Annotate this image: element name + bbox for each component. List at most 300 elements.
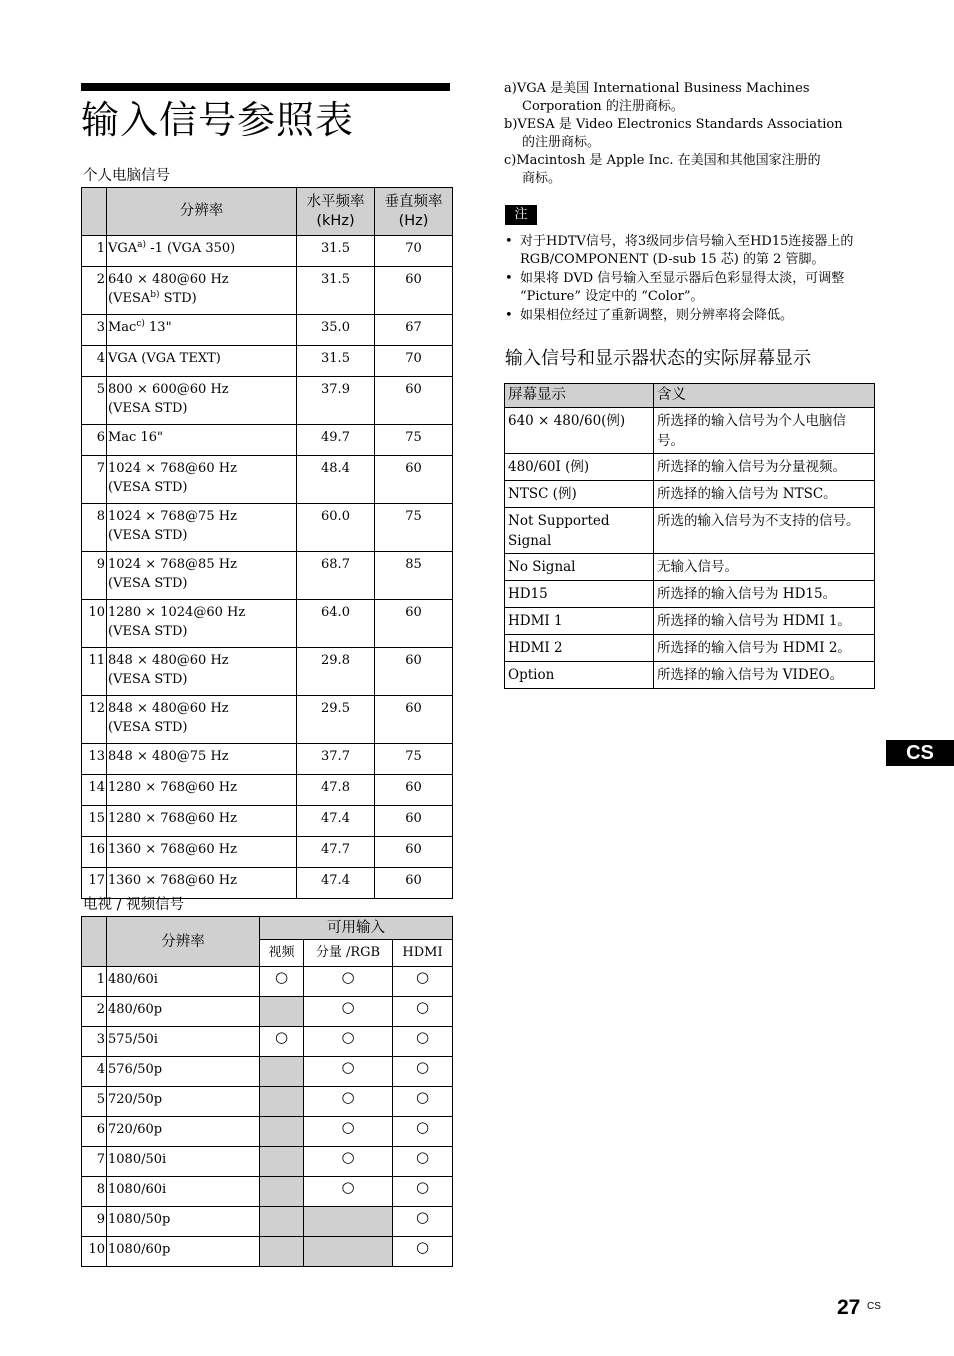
table-row xyxy=(82,744,453,775)
table-row xyxy=(82,1027,453,1057)
resolution-line1 xyxy=(108,651,296,670)
vfreq-cell: 75 xyxy=(375,504,453,552)
resolution-line2 xyxy=(108,399,296,418)
row-number: 1 xyxy=(82,236,107,267)
display-cell: NTSC (例) xyxy=(505,481,654,508)
row-number: 5 xyxy=(82,1087,107,1117)
resolution-line2 xyxy=(108,622,296,641)
pc-header-number xyxy=(82,188,107,236)
table-row xyxy=(505,608,875,635)
bullet-icon: • xyxy=(505,271,513,286)
resolution-cell xyxy=(107,425,297,456)
vfreq-cell: 75 xyxy=(375,744,453,775)
resolution-cell: 1080/50p xyxy=(107,1207,260,1237)
tv-header-resolution: 分辨率 xyxy=(107,917,260,967)
row-number: 12 xyxy=(82,696,107,744)
meaning-cell: 所选择的输入信号为 HDMI 2。 xyxy=(654,635,875,662)
tv-table-body xyxy=(82,967,453,1267)
hdmi-cell xyxy=(393,1207,453,1237)
tv-signal-table xyxy=(81,916,453,1267)
table-row xyxy=(82,425,453,456)
resolution-line1 xyxy=(108,809,296,828)
meaning-cell: 所选的输入信号为不支持的信号。 xyxy=(654,508,875,554)
resolution-text: 1024 × 768@85 Hz xyxy=(108,557,237,572)
row-number: 16 xyxy=(82,837,107,868)
row-number: 4 xyxy=(82,1057,107,1087)
component-cell xyxy=(304,1087,393,1117)
resolution-line1 xyxy=(108,459,296,478)
display-cell: HD15 xyxy=(505,581,654,608)
resolution-cell: 575/50i xyxy=(107,1027,260,1057)
hfreq-cell: 31.5 xyxy=(297,267,375,315)
hfreq-cell: 37.9 xyxy=(297,377,375,425)
resolution-cell: 1080/60i xyxy=(107,1177,260,1207)
resolution-line1 xyxy=(108,778,296,797)
resolution-standard: (VESA STD) xyxy=(108,624,188,639)
resolution-cell xyxy=(107,600,297,648)
row-number: 8 xyxy=(82,1177,107,1207)
row-number: 10 xyxy=(82,1237,107,1267)
footnote-b-label: b) xyxy=(504,117,518,132)
row-number: 3 xyxy=(82,315,107,346)
resolution-line1 xyxy=(108,239,296,258)
resolution-standard: (VESA STD) xyxy=(108,401,188,416)
hfreq-cell: 29.8 xyxy=(297,648,375,696)
resolution-cell xyxy=(107,806,297,837)
resolution-text: 640 × 480@60 Hz xyxy=(108,272,229,287)
resolution-line1 xyxy=(108,603,296,622)
disp-header-display: 屏幕显示 xyxy=(505,384,654,408)
resolution-line1 xyxy=(108,270,296,289)
hfreq-cell: 47.4 xyxy=(297,868,375,899)
resolution-line1 xyxy=(108,507,296,526)
resolution-line2 xyxy=(108,478,296,497)
resolution-cell: 1080/60p xyxy=(107,1237,260,1267)
note-item xyxy=(505,307,875,325)
resolution-line1 xyxy=(108,318,296,337)
vfreq-cell: 60 xyxy=(375,868,453,899)
meaning-cell: 所选择的输入信号为 HDMI 1。 xyxy=(654,608,875,635)
resolution-line2 xyxy=(108,670,296,689)
hfreq-cell: 49.7 xyxy=(297,425,375,456)
component-cell-unavailable xyxy=(304,1207,393,1237)
footnote-c-text: Macintosh 是 Apple Inc. 在美国和其他国家注册的 xyxy=(516,153,821,168)
table-row xyxy=(82,377,453,425)
note-text: 对于HDTV信号，将3级同步信号输入至HD15连接器上的 RGB/COMPONENT (D-sub 15 芯) 的第 2 管脚。 xyxy=(520,234,854,267)
tv-header-available: 可用输入 xyxy=(260,917,453,940)
resolution-cell xyxy=(107,775,297,806)
pc-header-vfreq-label: 垂直频率 xyxy=(384,193,443,210)
circle-icon: ○ xyxy=(415,1028,430,1046)
disp-header-meaning: 含义 xyxy=(654,384,875,408)
table-row xyxy=(82,806,453,837)
pc-header-hfreq-unit: (kHz) xyxy=(316,212,355,229)
table-row xyxy=(82,967,453,997)
hdmi-cell xyxy=(393,1027,453,1057)
resolution-text: VGA xyxy=(108,241,138,256)
footnote-a-text: VGA 是美国 International Business Machines xyxy=(516,81,810,96)
vfreq-cell: 60 xyxy=(375,267,453,315)
resolution-cell xyxy=(107,868,297,899)
resolution-cell xyxy=(107,456,297,504)
hdmi-cell xyxy=(393,997,453,1027)
row-number: 9 xyxy=(82,552,107,600)
row-number: 1 xyxy=(82,967,107,997)
table-row xyxy=(505,635,875,662)
row-number: 11 xyxy=(82,648,107,696)
video-cell-unavailable xyxy=(260,1207,304,1237)
screen-display-table xyxy=(504,383,875,689)
hfreq-cell: 47.4 xyxy=(297,806,375,837)
video-cell-unavailable xyxy=(260,1177,304,1207)
table-row xyxy=(82,868,453,899)
vfreq-cell: 60 xyxy=(375,775,453,806)
page-title: 输入信号参照表 xyxy=(81,98,355,142)
circle-icon: ○ xyxy=(415,1088,430,1106)
hfreq-cell: 29.5 xyxy=(297,696,375,744)
table-row xyxy=(82,696,453,744)
resolution-cell: 480/60p xyxy=(107,997,260,1027)
bullet-icon: • xyxy=(505,308,513,323)
disp-table-body xyxy=(505,408,875,689)
table-row xyxy=(82,1177,453,1207)
table-row xyxy=(82,775,453,806)
resolution-text: 1280 × 1024@60 Hz xyxy=(108,605,246,620)
vfreq-cell: 60 xyxy=(375,837,453,868)
row-number: 6 xyxy=(82,425,107,456)
circle-icon: ○ xyxy=(341,1118,355,1136)
video-cell-unavailable xyxy=(260,1057,304,1087)
row-number: 8 xyxy=(82,504,107,552)
hfreq-cell: 48.4 xyxy=(297,456,375,504)
resolution-cell xyxy=(107,315,297,346)
table-row xyxy=(82,1057,453,1087)
pc-signal-table xyxy=(81,187,453,899)
title-rule xyxy=(81,83,450,91)
row-number: 3 xyxy=(82,1027,107,1057)
resolution-text: 1360 × 768@60 Hz xyxy=(108,842,237,857)
vfreq-cell: 70 xyxy=(375,236,453,267)
circle-icon: ○ xyxy=(415,1058,430,1076)
meaning-cell: 所选择的输入信号为 NTSC。 xyxy=(654,481,875,508)
note-item xyxy=(505,233,875,269)
table-row xyxy=(82,552,453,600)
row-number: 14 xyxy=(82,775,107,806)
tv-header-video: 视频 xyxy=(260,940,304,967)
resolution-text: 848 × 480@75 Hz xyxy=(108,749,229,764)
table-row xyxy=(82,1087,453,1117)
component-cell xyxy=(304,1057,393,1087)
footnote-ref: a) xyxy=(137,240,147,250)
pc-signals-heading: 个人电脑信号 xyxy=(83,168,170,184)
video-cell-unavailable xyxy=(260,1087,304,1117)
resolution-cell xyxy=(107,696,297,744)
notes-list xyxy=(505,233,875,326)
hdmi-cell xyxy=(393,1057,453,1087)
pc-header-vfreq-unit: (Hz) xyxy=(398,212,429,229)
vfreq-cell: 60 xyxy=(375,648,453,696)
resolution-line1 xyxy=(108,747,296,766)
table-row xyxy=(82,456,453,504)
resolution-cell xyxy=(107,377,297,425)
pc-header-vfreq xyxy=(375,188,453,236)
resolution-cell: 720/50p xyxy=(107,1087,260,1117)
table-row xyxy=(82,346,453,377)
resolution-line2 xyxy=(108,289,296,308)
circle-icon: ○ xyxy=(341,1148,355,1166)
circle-icon: ○ xyxy=(415,968,430,986)
resolution-text: Mac 16" xyxy=(108,430,163,445)
component-cell-unavailable xyxy=(304,1237,393,1267)
table-row xyxy=(505,554,875,581)
resolution-text-cont: 13" xyxy=(144,320,172,335)
circle-icon: ○ xyxy=(341,1028,355,1046)
display-cell: No Signal xyxy=(505,554,654,581)
footnote-a xyxy=(504,80,884,116)
note-text: 如果将 DVD 信号输入至显示器后色彩显得太淡，可调整 “Picture” 设定中的 “Color”。 xyxy=(520,271,845,304)
resolution-text: 848 × 480@60 Hz xyxy=(108,653,229,668)
bullet-icon: • xyxy=(505,234,513,249)
vfreq-cell: 60 xyxy=(375,377,453,425)
circle-icon: ○ xyxy=(341,998,355,1016)
resolution-line1 xyxy=(108,871,296,890)
row-number: 7 xyxy=(82,456,107,504)
component-cell xyxy=(304,1147,393,1177)
resolution-text: VGA (VGA TEXT) xyxy=(108,351,221,366)
footnote-c-cont: 商标。 xyxy=(522,171,562,186)
resolution-line1 xyxy=(108,555,296,574)
component-cell xyxy=(304,1027,393,1057)
table-row xyxy=(82,1147,453,1177)
row-number: 4 xyxy=(82,346,107,377)
resolution-line2 xyxy=(108,526,296,545)
note-badge: 注 xyxy=(505,205,537,225)
screen-display-heading: 输入信号和显示器状态的实际屏幕显示 xyxy=(505,348,811,369)
vfreq-cell: 85 xyxy=(375,552,453,600)
circle-icon: ○ xyxy=(415,1238,430,1256)
hfreq-cell: 37.7 xyxy=(297,744,375,775)
table-row xyxy=(505,454,875,481)
resolution-line1 xyxy=(108,699,296,718)
footnote-b-text: VESA 是 Video Electronics Standards Association xyxy=(517,117,843,132)
video-cell-unavailable xyxy=(260,1147,304,1177)
table-row xyxy=(505,508,875,554)
hfreq-cell: 47.8 xyxy=(297,775,375,806)
hfreq-cell: 35.0 xyxy=(297,315,375,346)
pc-table-body xyxy=(82,236,453,899)
display-cell: 640 × 480/60(例) xyxy=(505,408,654,454)
resolution-standard: (VESA STD) xyxy=(108,672,188,687)
circle-icon: ○ xyxy=(341,968,355,986)
resolution-text: 1280 × 768@60 Hz xyxy=(108,811,237,826)
table-row xyxy=(505,481,875,508)
video-cell-unavailable xyxy=(260,1237,304,1267)
hdmi-cell xyxy=(393,967,453,997)
vfreq-cell: 60 xyxy=(375,806,453,837)
hfreq-cell: 60.0 xyxy=(297,504,375,552)
resolution-text: 1280 × 768@60 Hz xyxy=(108,780,237,795)
display-cell: 480/60I (例) xyxy=(505,454,654,481)
row-number: 17 xyxy=(82,868,107,899)
video-cell xyxy=(260,1027,304,1057)
resolution-cell xyxy=(107,744,297,775)
hfreq-cell: 64.0 xyxy=(297,600,375,648)
row-number: 2 xyxy=(82,267,107,315)
meaning-cell: 所选择的输入信号为 VIDEO。 xyxy=(654,662,875,689)
circle-icon: ○ xyxy=(341,1178,355,1196)
table-row xyxy=(82,504,453,552)
footnote-b-cont: 的注册商标。 xyxy=(522,135,601,150)
footnote-ref: c) xyxy=(136,319,145,329)
vfreq-cell: 60 xyxy=(375,600,453,648)
resolution-line2 xyxy=(108,574,296,593)
resolution-text: 1024 × 768@75 Hz xyxy=(108,509,237,524)
circle-icon: ○ xyxy=(415,1118,430,1136)
circle-icon: ○ xyxy=(415,1208,430,1226)
display-cell: Option xyxy=(505,662,654,689)
resolution-line1 xyxy=(108,380,296,399)
component-cell xyxy=(304,1177,393,1207)
hfreq-cell: 31.5 xyxy=(297,346,375,377)
footnote-b xyxy=(504,116,884,152)
resolution-cell: 576/50p xyxy=(107,1057,260,1087)
resolution-standard: (VESA xyxy=(108,291,151,306)
hdmi-cell xyxy=(393,1177,453,1207)
meaning-cell: 无输入信号。 xyxy=(654,554,875,581)
pc-header-resolution: 分辨率 xyxy=(107,188,297,236)
display-cell: Not Supported Signal xyxy=(505,508,654,554)
meaning-cell: 所选择的输入信号为 HD15。 xyxy=(654,581,875,608)
video-cell-unavailable xyxy=(260,1117,304,1147)
pc-header-hfreq-label: 水平频率 xyxy=(306,193,365,210)
resolution-line2 xyxy=(108,718,296,737)
hdmi-cell xyxy=(393,1117,453,1147)
circle-icon: ○ xyxy=(274,968,289,986)
resolution-text: 848 × 480@60 Hz xyxy=(108,701,229,716)
resolution-cell: 720/60p xyxy=(107,1117,260,1147)
resolution-cell xyxy=(107,648,297,696)
pc-header-hfreq xyxy=(297,188,375,236)
resolution-cell: 1080/50i xyxy=(107,1147,260,1177)
row-number: 7 xyxy=(82,1147,107,1177)
page-number: 27 xyxy=(837,1296,861,1319)
video-cell-unavailable xyxy=(260,997,304,1027)
table-row xyxy=(505,581,875,608)
hdmi-cell xyxy=(393,1147,453,1177)
tv-header-number xyxy=(82,917,107,967)
note-text: 如果相位经过了重新调整，则分辨率将会降低。 xyxy=(520,308,794,323)
resolution-cell xyxy=(107,837,297,868)
table-row xyxy=(82,1207,453,1237)
vfreq-cell: 75 xyxy=(375,425,453,456)
footnote-c xyxy=(504,152,884,188)
tv-header-hdmi: HDMI xyxy=(393,940,453,967)
table-row xyxy=(82,997,453,1027)
meaning-cell: 所选择的输入信号为个人电脑信号。 xyxy=(654,408,875,454)
row-number: 10 xyxy=(82,600,107,648)
component-cell xyxy=(304,1117,393,1147)
resolution-cell xyxy=(107,552,297,600)
table-row xyxy=(82,315,453,346)
resolution-text: 1360 × 768@60 Hz xyxy=(108,873,237,888)
table-row xyxy=(82,648,453,696)
footnote-a-cont: Corporation 的注册商标。 xyxy=(522,99,684,114)
resolution-cell xyxy=(107,346,297,377)
hdmi-cell xyxy=(393,1237,453,1267)
circle-icon: ○ xyxy=(341,1058,355,1076)
footnote-ref: b) xyxy=(150,290,160,300)
footnote-c-label: c) xyxy=(504,153,517,168)
display-cell: HDMI 1 xyxy=(505,608,654,635)
table-row xyxy=(82,837,453,868)
hfreq-cell: 47.7 xyxy=(297,837,375,868)
table-row xyxy=(82,236,453,267)
vfreq-cell: 70 xyxy=(375,346,453,377)
disp-table-header xyxy=(505,384,875,408)
resolution-line1 xyxy=(108,349,296,368)
resolution-text: 1024 × 768@60 Hz xyxy=(108,461,237,476)
table-row xyxy=(82,1237,453,1267)
circle-icon: ○ xyxy=(415,998,430,1016)
note-item xyxy=(505,270,875,306)
hfreq-cell: 68.7 xyxy=(297,552,375,600)
vfreq-cell: 67 xyxy=(375,315,453,346)
circle-icon: ○ xyxy=(341,1088,355,1106)
resolution-line1 xyxy=(108,840,296,859)
resolution-line1 xyxy=(108,428,296,447)
circle-icon: ○ xyxy=(274,1028,289,1046)
component-cell xyxy=(304,967,393,997)
resolution-text: Mac xyxy=(108,320,137,335)
tv-table-header xyxy=(82,917,453,940)
row-number: 5 xyxy=(82,377,107,425)
resolution-cell xyxy=(107,236,297,267)
resolution-standard: (VESA STD) xyxy=(108,480,188,495)
meaning-cell: 所选择的输入信号为分量视频。 xyxy=(654,454,875,481)
display-cell: HDMI 2 xyxy=(505,635,654,662)
table-row xyxy=(505,408,875,454)
pc-table-header xyxy=(82,188,453,236)
footnotes xyxy=(504,80,884,188)
resolution-text: 800 × 600@60 Hz xyxy=(108,382,229,397)
resolution-cell: 480/60i xyxy=(107,967,260,997)
resolution-standard: (VESA STD) xyxy=(108,528,188,543)
video-cell xyxy=(260,967,304,997)
resolution-cell xyxy=(107,267,297,315)
circle-icon: ○ xyxy=(415,1148,430,1166)
resolution-text-cont: -1 (VGA 350) xyxy=(146,241,236,256)
table-row xyxy=(82,267,453,315)
row-number: 6 xyxy=(82,1117,107,1147)
tv-signals-heading: 电视 / 视频信号 xyxy=(83,897,185,913)
hfreq-cell: 31.5 xyxy=(297,236,375,267)
table-row xyxy=(82,1117,453,1147)
resolution-standard: (VESA STD) xyxy=(108,576,188,591)
resolution-standard: (VESA STD) xyxy=(108,720,188,735)
row-number: 9 xyxy=(82,1207,107,1237)
resolution-standard-tail: STD) xyxy=(159,291,197,306)
footnote-a-label: a) xyxy=(504,81,517,96)
vfreq-cell: 60 xyxy=(375,456,453,504)
resolution-cell xyxy=(107,504,297,552)
table-row xyxy=(505,662,875,689)
hdmi-cell xyxy=(393,1087,453,1117)
table-row xyxy=(82,600,453,648)
component-cell xyxy=(304,997,393,1027)
tv-header-component: 分量 /RGB xyxy=(304,940,393,967)
row-number: 2 xyxy=(82,997,107,1027)
row-number: 15 xyxy=(82,806,107,837)
